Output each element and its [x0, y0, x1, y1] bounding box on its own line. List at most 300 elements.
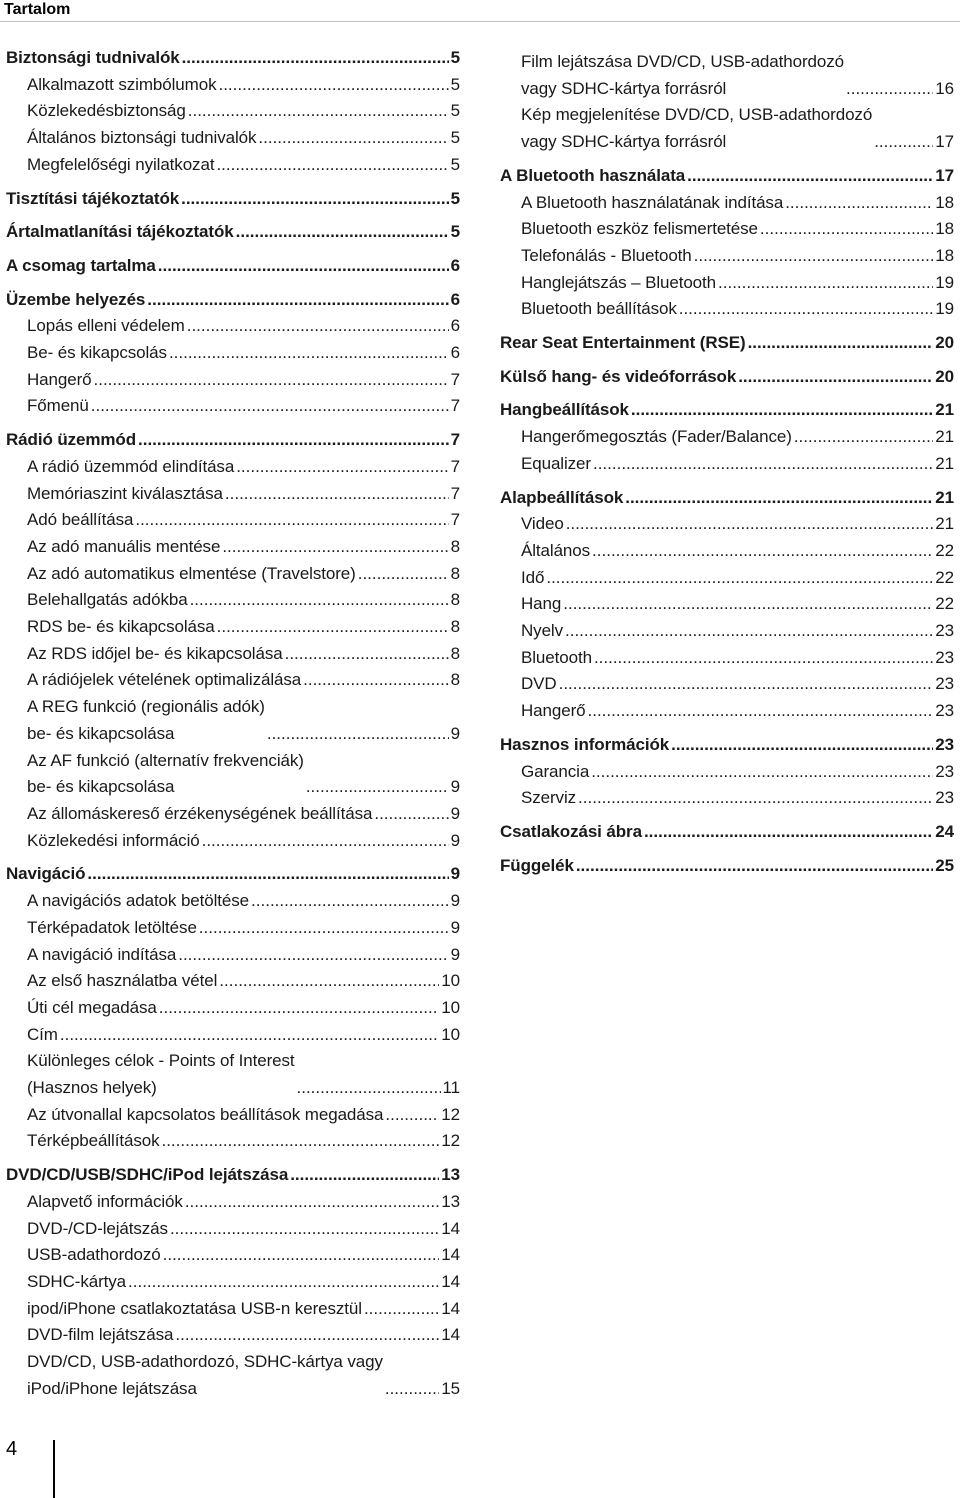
- dot-leader: [128, 1269, 439, 1296]
- toc-entry-label: Garancia: [521, 761, 590, 781]
- toc-entry-page: 9: [450, 864, 460, 884]
- toc-entry-page: 18: [935, 245, 954, 265]
- dot-leader: [225, 481, 449, 508]
- dot-leader: [222, 534, 448, 561]
- toc-entry[interactable]: [500, 424, 954, 451]
- toc-entry-page: 8: [450, 670, 460, 690]
- toc-entry-label: Memóriaszint kiválasztása: [27, 483, 223, 503]
- toc-entry-label: Az állomáskereső érzékenységének beállítása: [27, 803, 373, 823]
- toc-entry-label: Térképbeállítások: [27, 1131, 160, 1151]
- toc-entry-label: Bluetooth: [521, 647, 592, 667]
- toc-entry-label: Üzembe helyezés: [6, 289, 146, 309]
- toc-entry-page: 8: [450, 590, 460, 610]
- toc-entry-page: 23: [935, 701, 954, 721]
- toc-entry-page: 21: [935, 487, 954, 507]
- toc-entry[interactable]: [6, 427, 460, 454]
- dot-leader: [163, 1242, 440, 1269]
- toc-entry-page: 17: [935, 165, 954, 185]
- toc-entry[interactable]: [6, 614, 460, 641]
- toc-entry-page: 13: [441, 1191, 460, 1211]
- toc-entry-label: Úti cél megadása: [27, 997, 157, 1017]
- dot-leader: [358, 561, 449, 588]
- dot-leader: [303, 667, 449, 694]
- toc-entry-page: 5: [450, 101, 460, 121]
- toc-entry-page: 8: [450, 617, 460, 637]
- toc-entry[interactable]: [6, 186, 460, 213]
- toc-entry-label: Rear Seat Entertainment (RSE): [500, 333, 746, 353]
- toc-entry-page: 19: [935, 272, 954, 292]
- toc-entry[interactable]: [6, 1048, 460, 1101]
- dot-leader: [594, 645, 933, 672]
- dot-leader: [258, 125, 448, 152]
- toc-entry-label: A csomag tartalma: [6, 255, 156, 275]
- toc-entry-label: Alkalmazott szimbólumok: [27, 74, 217, 94]
- toc-entry-label: Az útvonallal kapcsolatos beállítások megadása: [27, 1104, 384, 1124]
- toc-entry-page: 22: [935, 540, 954, 560]
- toc-entry-label-line1: Kép megjelenítése DVD/CD, USB-adathordozó: [521, 105, 873, 125]
- toc-entry-label: Alapvető információk: [27, 1191, 183, 1211]
- toc-entry-page: 18: [935, 219, 954, 239]
- toc-entry[interactable]: [6, 915, 460, 942]
- toc-entry[interactable]: [6, 694, 460, 747]
- toc-entry-label: Adó beállítása: [27, 510, 134, 530]
- toc-entry-label: Telefonálás - Bluetooth: [521, 245, 692, 265]
- dot-leader: [181, 186, 449, 213]
- toc-entry-label: [27, 1048, 295, 1101]
- dot-leader: [91, 393, 449, 420]
- dot-leader: [760, 216, 933, 243]
- toc-entry-page: 6: [450, 316, 460, 336]
- toc-entry[interactable]: [500, 759, 954, 786]
- toc-entry-label: A navigáció indítása: [27, 944, 177, 964]
- dot-leader: [625, 485, 933, 512]
- toc-entry-label: Külső hang- és videóforrások: [500, 366, 737, 386]
- toc-entry-page: 21: [935, 427, 954, 447]
- toc-entry-page: 10: [441, 997, 460, 1017]
- dot-leader: [217, 614, 449, 641]
- toc-entry[interactable]: [6, 125, 460, 152]
- dot-leader: [236, 454, 448, 481]
- toc-entry-page: 20: [935, 333, 954, 353]
- dot-leader: [161, 1128, 439, 1155]
- toc-entry-label: Video: [521, 514, 564, 534]
- toc-entry[interactable]: [500, 163, 954, 190]
- toc-entry-label: Rádió üzemmód: [6, 430, 136, 450]
- dot-leader: [565, 618, 933, 645]
- toc-entry[interactable]: [500, 853, 954, 880]
- toc-entry-label: Tisztítási tájékoztatók: [6, 188, 180, 208]
- dot-leader: [748, 330, 934, 357]
- dot-leader: [158, 253, 449, 280]
- toc-entry-page: 23: [935, 621, 954, 641]
- dot-leader: [159, 995, 440, 1022]
- toc-entry[interactable]: [500, 698, 954, 725]
- toc-entry[interactable]: [500, 190, 954, 217]
- dot-leader: [631, 397, 933, 424]
- dot-leader: [785, 190, 933, 217]
- dot-leader: [671, 732, 933, 759]
- toc-entry-label: SDHC-kártya: [27, 1271, 127, 1291]
- toc-entry-label: Hang: [521, 594, 562, 614]
- dot-leader: [251, 888, 449, 915]
- toc-entry[interactable]: [6, 1022, 460, 1049]
- dot-leader: [135, 507, 448, 534]
- dot-leader: [188, 98, 449, 125]
- toc-entry-page: 25: [935, 855, 954, 875]
- toc-entry[interactable]: [6, 1296, 460, 1323]
- dot-leader: [694, 243, 934, 270]
- toc-entry-page: 7: [450, 483, 460, 503]
- toc-entry[interactable]: [6, 287, 460, 314]
- toc-entry[interactable]: [6, 1102, 460, 1129]
- dot-leader: [219, 968, 439, 995]
- toc-entry-label: Közlekedési információ: [27, 830, 200, 850]
- toc-entry-page: 7: [450, 369, 460, 389]
- toc-entry-page: 5: [450, 48, 460, 67]
- toc-entry[interactable]: [6, 801, 460, 828]
- toc-entry[interactable]: [6, 828, 460, 855]
- toc-entry-label-line2: iPod/iPhone lejátszása: [27, 1378, 197, 1398]
- toc-entry[interactable]: [6, 507, 460, 534]
- dot-leader: [147, 287, 448, 314]
- toc-entry-page: 5: [450, 74, 460, 94]
- toc-entry-label: Biztonsági tudnivalók: [6, 48, 180, 67]
- dot-leader: [364, 1296, 439, 1323]
- toc-entry-label: Főmenü: [27, 396, 89, 416]
- toc-entry-page: 8: [450, 536, 460, 556]
- toc-entry[interactable]: [6, 942, 460, 969]
- toc-entry[interactable]: [500, 785, 954, 812]
- toc-entry[interactable]: [500, 618, 954, 645]
- toc-entry-page: 19: [935, 299, 954, 319]
- toc-entry-page: 23: [935, 674, 954, 694]
- toc-entry-label: A Bluetooth használata: [500, 165, 686, 185]
- toc-entry-label: A rádiójelek vételének optimalizálása: [27, 670, 302, 690]
- toc-entry[interactable]: [6, 219, 460, 246]
- toc-entry[interactable]: [500, 397, 954, 424]
- dot-leader: [718, 270, 933, 297]
- dot-leader: [559, 671, 934, 698]
- toc-entry-page: 8: [450, 563, 460, 583]
- toc-entry[interactable]: [6, 587, 460, 614]
- toc-entry-page: 9: [450, 803, 460, 823]
- toc-entry[interactable]: [6, 253, 460, 280]
- dot-leader: [285, 641, 449, 668]
- dot-leader: [578, 785, 933, 812]
- toc-entry-page: 5: [450, 154, 460, 174]
- dot-leader: [187, 313, 449, 340]
- toc-entry-label: [27, 694, 265, 747]
- toc-entry[interactable]: [500, 364, 954, 391]
- toc-entry[interactable]: [500, 732, 954, 759]
- toc-entry-page: 7: [450, 430, 460, 450]
- toc-entry[interactable]: [500, 591, 954, 618]
- toc-entry-page: 9: [450, 830, 460, 850]
- toc-entry[interactable]: [6, 861, 460, 888]
- toc-entry[interactable]: [500, 819, 954, 846]
- toc-entry-label: Általános biztonsági tudnivalók: [27, 128, 257, 148]
- toc-entry[interactable]: [6, 313, 460, 340]
- toc-entry[interactable]: [500, 102, 954, 155]
- toc-entry-page: 10: [441, 1024, 460, 1044]
- toc-entry-page: 10: [441, 971, 460, 991]
- dot-leader: [306, 774, 449, 801]
- toc-entry-page: 5: [450, 188, 460, 208]
- toc-entry-page: 9: [450, 777, 460, 797]
- dot-leader: [592, 538, 933, 565]
- dot-leader: [385, 1376, 439, 1403]
- toc-entry[interactable]: [6, 454, 460, 481]
- footer-divider: [53, 1440, 55, 1498]
- toc-entry-label: [521, 49, 844, 102]
- toc-entry[interactable]: [6, 1242, 460, 1269]
- toc-entry[interactable]: [6, 152, 460, 179]
- toc-entry-page: 12: [441, 1131, 460, 1151]
- toc-entry-label: Hangerőmegosztás (Fader/Balance): [521, 427, 792, 447]
- page-number: 4: [6, 1438, 18, 1460]
- toc-entry-page: 11: [442, 1078, 460, 1098]
- toc-entry-label: Cím: [27, 1024, 58, 1044]
- toc-entry-page: 6: [450, 289, 460, 309]
- dot-leader: [385, 1102, 439, 1129]
- toc-entry-page: 6: [450, 255, 460, 275]
- toc-entry-label: DVD: [521, 674, 557, 694]
- toc-entry-label: RDS be- és kikapcsolása: [27, 617, 215, 637]
- toc-entry-label: ipod/iPhone csatlakoztatása USB-n keresztül: [27, 1298, 362, 1318]
- dot-leader: [290, 1162, 439, 1189]
- toc-entry[interactable]: [500, 538, 954, 565]
- dot-leader: [190, 587, 449, 614]
- dot-leader: [175, 1322, 439, 1349]
- toc-entry-label-line2: vagy SDHC-kártya forrásról: [521, 132, 727, 152]
- toc-entry[interactable]: [500, 671, 954, 698]
- toc-entry-page: 14: [441, 1298, 460, 1318]
- toc-entry[interactable]: [500, 645, 954, 672]
- toc-entry-label: Megfelelőségi nyilatkozat: [27, 154, 215, 174]
- toc-entry-page: 22: [935, 594, 954, 614]
- toc-entry-page: 21: [935, 514, 954, 534]
- toc-entry[interactable]: [6, 98, 460, 125]
- toc-entry-label: Nyelv: [521, 621, 564, 641]
- toc-entry-label-line1: Film lejátszása DVD/CD, USB-adathordozó: [521, 52, 844, 71]
- toc-entry-page: 12: [441, 1104, 460, 1124]
- toc-entry[interactable]: [6, 748, 460, 801]
- toc-entry[interactable]: [6, 1269, 460, 1296]
- toc-entry-page: 9: [450, 723, 460, 743]
- toc-entry[interactable]: [6, 995, 460, 1022]
- toc-entry[interactable]: [6, 367, 460, 394]
- toc-entry-label-line2: (Hasznos helyek): [27, 1078, 157, 1098]
- toc-entry-page: 24: [935, 821, 954, 841]
- toc-entry-label: Az adó automatikus elmentése (Travelstore): [27, 563, 356, 583]
- dot-leader: [546, 565, 933, 592]
- toc-entry-page: 23: [935, 734, 954, 754]
- toc-entry[interactable]: [500, 330, 954, 357]
- toc-entry-label: [27, 1349, 383, 1402]
- toc-entry-page: 21: [935, 453, 954, 473]
- toc-entry-label: Az adó manuális mentése: [27, 536, 221, 556]
- dot-leader: [846, 76, 933, 103]
- toc-entry-page: 23: [935, 788, 954, 808]
- dot-leader: [202, 828, 449, 855]
- dot-leader: [644, 819, 933, 846]
- toc-entry-page: 9: [450, 944, 460, 964]
- toc-entry-label: Hangerő: [521, 701, 586, 721]
- toc-entry[interactable]: [500, 565, 954, 592]
- toc-entry[interactable]: [6, 888, 460, 915]
- dot-leader: [60, 1022, 439, 1049]
- toc-entry-page: 16: [935, 78, 954, 98]
- toc-entry-label: Hasznos információk: [500, 734, 670, 754]
- toc-entry-page: 20: [935, 366, 954, 386]
- toc-entry[interactable]: [6, 1162, 460, 1189]
- dot-leader: [236, 219, 449, 246]
- toc-entry[interactable]: [500, 270, 954, 297]
- dot-leader: [566, 511, 934, 538]
- toc-entry-label: Csatlakozási ábra: [500, 821, 642, 841]
- toc-entry[interactable]: [6, 340, 460, 367]
- header-bar: [0, 0, 960, 22]
- toc-entry-label: USB-adathordozó: [27, 1245, 161, 1265]
- toc-entry-label: Alapbeállítások: [500, 487, 624, 507]
- toc-entry-page: 23: [935, 761, 954, 781]
- dot-leader: [178, 942, 448, 969]
- toc-entry-label: Szerviz: [521, 788, 577, 808]
- toc-entry-label: Ártalmatlanítási tájékoztatók: [6, 222, 234, 242]
- toc-entry-page: 7: [450, 396, 460, 416]
- toc-entry-label-line1: DVD/CD, USB-adathordozó, SDHC-kártya vagy: [27, 1352, 383, 1372]
- toc-entry[interactable]: [500, 485, 954, 512]
- toc-entry-label: DVD-film lejátszása: [27, 1325, 174, 1345]
- toc-entry[interactable]: [6, 1216, 460, 1243]
- toc-entry-page: 7: [450, 456, 460, 476]
- toc-entry-label: Equalizer: [521, 453, 591, 473]
- toc-entry-page: 14: [441, 1271, 460, 1291]
- dot-leader: [738, 364, 933, 391]
- toc-entry-label: Térképadatok letöltése: [27, 917, 197, 937]
- toc-entry-label-line1: Különleges célok - Points of Interest: [27, 1051, 295, 1071]
- toc-entry-label: Hangerő: [27, 369, 92, 389]
- dot-leader: [374, 801, 448, 828]
- toc-entry-label: Navigáció: [6, 864, 86, 884]
- toc-entry-page: 21: [935, 400, 954, 420]
- toc-entry-label: A navigációs adatok betöltése: [27, 891, 250, 911]
- toc-entry-label: Hangbeállítások: [500, 400, 629, 420]
- toc-entry-page: 15: [441, 1378, 460, 1398]
- dot-leader: [794, 424, 933, 451]
- toc-entry-page: 13: [441, 1165, 460, 1185]
- toc-entry-label: Bluetooth eszköz felismertetése: [521, 219, 758, 239]
- toc-entry-page: 5: [450, 222, 460, 242]
- toc-entry[interactable]: [6, 393, 460, 420]
- toc-entry-label: Idő: [521, 567, 545, 587]
- toc-entry-label-line2: be- és kikapcsolása: [27, 777, 175, 797]
- toc-entry[interactable]: [6, 667, 460, 694]
- toc-entry-label: Hanglejátszás – Bluetooth: [521, 272, 717, 292]
- toc-entry-page: 5: [450, 128, 460, 148]
- toc-column-right: [500, 49, 954, 879]
- toc-entry-label-line1: A REG funkció (regionális adók): [27, 697, 265, 717]
- dot-leader: [874, 129, 933, 156]
- toc-entry[interactable]: [500, 49, 954, 102]
- toc-entry-page: 7: [450, 510, 460, 530]
- toc-entry-label: [521, 102, 872, 155]
- toc-entry[interactable]: [6, 45, 460, 72]
- dot-leader: [218, 72, 448, 99]
- toc-entry-label-line2: vagy SDHC-kártya forrásról: [521, 78, 727, 98]
- toc-entry-page: 14: [441, 1218, 460, 1238]
- toc-entry-label: Az első használatba vétel: [27, 971, 218, 991]
- toc-entry[interactable]: [6, 641, 460, 668]
- toc-entry[interactable]: [500, 296, 954, 323]
- toc-entry[interactable]: [6, 72, 460, 99]
- dot-leader: [169, 340, 449, 367]
- toc-entry[interactable]: [500, 243, 954, 270]
- dot-leader: [593, 451, 933, 478]
- toc-entry-page: 17: [935, 132, 954, 152]
- toc-entry-label-line2: be- és kikapcsolása: [27, 723, 175, 743]
- dot-leader: [216, 152, 448, 179]
- toc-entry-page: 8: [450, 643, 460, 663]
- toc-entry-label: Belehallgatás adókba: [27, 590, 188, 610]
- dot-leader: [138, 427, 449, 454]
- toc-entry-label-line1: Az AF funkció (alternatív frekvenciák): [27, 750, 304, 770]
- toc-entry-label: DVD/CD/USB/SDHC/iPod lejátszása: [6, 1165, 289, 1185]
- toc-entry[interactable]: [6, 534, 460, 561]
- toc-entry-label: Bluetooth beállítások: [521, 299, 677, 319]
- toc-entry-page: 18: [935, 192, 954, 212]
- toc-entry-label: Függelék: [500, 855, 574, 875]
- toc-entry[interactable]: [6, 968, 460, 995]
- dot-leader: [297, 1075, 441, 1102]
- toc-entry[interactable]: [500, 216, 954, 243]
- dot-leader: [687, 163, 933, 190]
- toc-entry-label: A rádió üzemmód elindítása: [27, 456, 235, 476]
- dot-leader: [94, 367, 449, 394]
- toc-entry[interactable]: [500, 511, 954, 538]
- dot-leader: [182, 45, 449, 72]
- toc-entry[interactable]: [6, 481, 460, 508]
- toc-entry[interactable]: [6, 1128, 460, 1155]
- dot-leader: [170, 1216, 439, 1243]
- toc-entry-label: Közlekedésbiztonság: [27, 101, 186, 121]
- toc-entry-label: Be- és kikapcsolás: [27, 343, 167, 363]
- dot-leader: [87, 861, 448, 888]
- toc-entry-page: 22: [935, 567, 954, 587]
- dot-leader: [591, 759, 933, 786]
- dot-leader: [199, 915, 449, 942]
- toc-entry-page: 23: [935, 647, 954, 667]
- toc-entry[interactable]: [500, 451, 954, 478]
- toc-entry-page: 6: [450, 343, 460, 363]
- toc-entry-page: 14: [441, 1325, 460, 1345]
- toc-entry-label: A Bluetooth használatának indítása: [521, 192, 784, 212]
- toc-entry[interactable]: [6, 1349, 460, 1402]
- toc-entry-page: 14: [441, 1245, 460, 1265]
- toc-column-left: [6, 45, 460, 1402]
- toc-entry-page: 9: [450, 891, 460, 911]
- toc-entry[interactable]: [6, 561, 460, 588]
- toc-entry-label: Az RDS időjel be- és kikapcsolása: [27, 643, 283, 663]
- dot-leader: [588, 698, 934, 725]
- toc-entry-label: [27, 748, 304, 801]
- page-title: Tartalom: [4, 1, 71, 18]
- toc-entry-label: DVD-/CD-lejátszás: [27, 1218, 168, 1238]
- toc-entry-label: Általános: [521, 540, 591, 560]
- dot-leader: [267, 721, 449, 748]
- toc-entry[interactable]: [6, 1189, 460, 1216]
- toc-entry[interactable]: [6, 1322, 460, 1349]
